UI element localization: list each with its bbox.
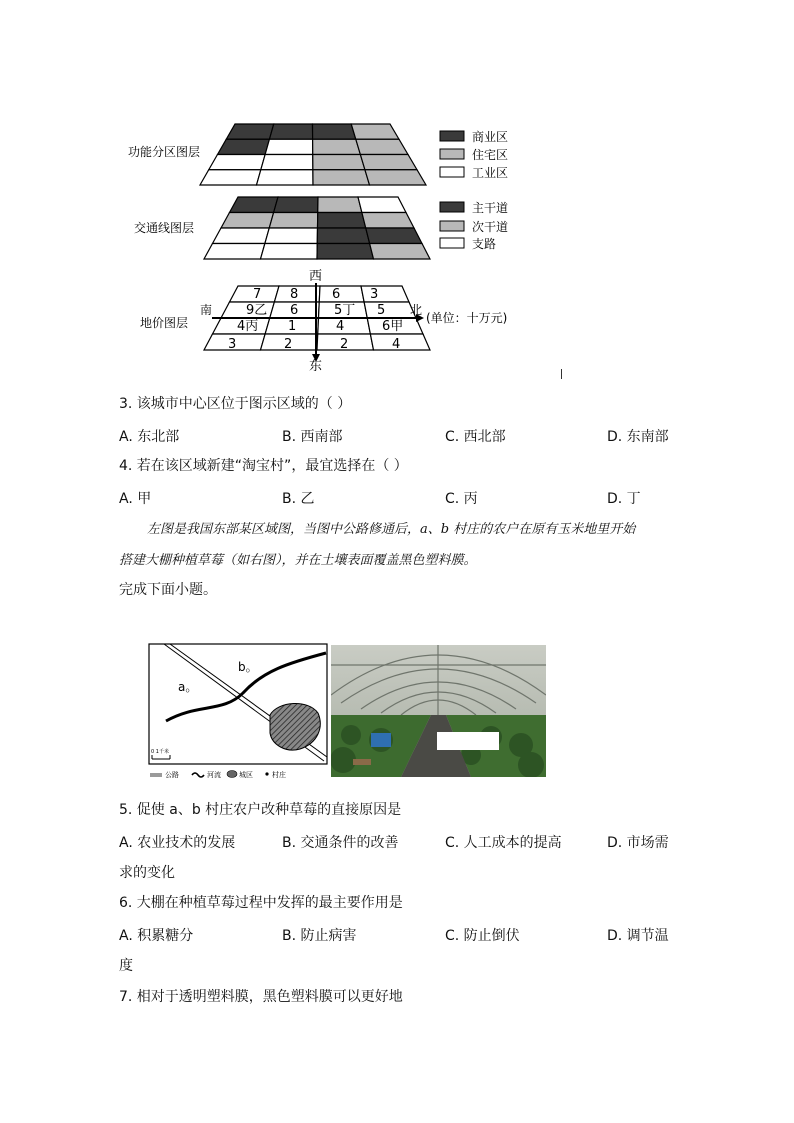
grid-cell — [257, 170, 314, 185]
layers-svg — [120, 118, 540, 380]
price-unit: (单位：十万元) — [426, 311, 508, 325]
grid-cell — [209, 155, 265, 170]
q3-option-c[interactable]: C. 西北部 — [445, 429, 506, 445]
dir-north: 北 — [410, 303, 423, 317]
grid-cell — [318, 197, 362, 213]
q4-option-d[interactable]: D. 丁 — [607, 491, 641, 507]
legend-main-road: 主干道 — [472, 201, 509, 215]
legend-commercial: 商业区 — [472, 130, 509, 144]
grid-cell — [362, 213, 414, 229]
legend-swatch-residential — [440, 149, 464, 159]
price-cell: 6 — [332, 287, 341, 302]
legend-residential: 住宅区 — [472, 148, 509, 162]
river-legend-icon — [192, 773, 204, 777]
passage-line-2: 搭建大棚种植草莓（如右图），并在土壤表面覆盖黑色塑料膜。 — [119, 553, 477, 568]
layer-label-price: 地价图层 — [140, 316, 189, 330]
scale-label: 0 1千米 — [151, 749, 169, 755]
grid-cell — [204, 244, 265, 260]
traffic-grid — [204, 197, 430, 259]
q6-option-c[interactable]: C. 防止倒伏 — [445, 928, 520, 944]
grid-cell — [317, 244, 374, 260]
greenhouse-photo — [331, 645, 546, 777]
stray-mark — [561, 369, 562, 379]
grid-cell — [269, 213, 318, 229]
village-b-label: b。 — [238, 660, 258, 674]
region-map — [148, 643, 328, 780]
q6-option-a[interactable]: A. 积累糖分 — [119, 928, 194, 944]
village-a-label: a。 — [178, 680, 198, 694]
dir-east: 东 — [309, 359, 323, 374]
grid-cell — [313, 155, 365, 170]
legend-swatch-commercial — [440, 131, 464, 141]
grid-cell — [261, 155, 313, 170]
grid-cell — [318, 213, 366, 229]
legend-swatch-main-road — [440, 202, 464, 212]
price-cell: 6甲 — [382, 319, 404, 334]
grid-cell — [313, 124, 356, 139]
q4-option-a[interactable]: A. 甲 — [119, 491, 152, 507]
grid-cell — [230, 197, 279, 213]
grid-cell — [269, 124, 312, 139]
q5-option-b[interactable]: B. 交通条件的改善 — [282, 835, 399, 851]
grid-cell — [261, 244, 318, 260]
grid-cell — [351, 124, 399, 139]
grid-cell — [200, 170, 261, 185]
grid-cell — [360, 155, 417, 170]
q4-option-c[interactable]: C. 丙 — [445, 491, 478, 507]
legend-swatch-secondary-road — [440, 221, 464, 231]
price-cell: 6 — [290, 303, 299, 318]
grid-cell — [358, 197, 406, 213]
legend-secondary-road: 次干道 — [472, 220, 509, 234]
q5-stem: 5. 促使 a、b 村庄农户改种草莓的直接原因是 — [119, 802, 402, 818]
map-legend-river: 河流 — [207, 771, 221, 779]
q3-option-a[interactable]: A. 东北部 — [119, 429, 180, 445]
grid-cell — [361, 286, 409, 302]
price-cell: 2 — [340, 337, 349, 352]
price-cell: 1 — [288, 319, 297, 334]
q3-option-d[interactable]: D. 东南部 — [607, 429, 669, 445]
legend-functional — [440, 129, 508, 180]
legend-swatch-industrial — [440, 167, 464, 177]
instruction: 完成下面小题。 — [119, 582, 217, 598]
price-cell: 3 — [228, 337, 237, 352]
q5-option-d-cont: 求的变化 — [119, 865, 175, 881]
q6-option-d-cont: 度 — [119, 958, 133, 974]
grid-cell — [319, 286, 364, 302]
grid-cell — [221, 213, 274, 229]
grid-cell — [265, 139, 313, 154]
grid-cell — [213, 228, 270, 244]
q5-option-a[interactable]: A. 农业技术的发展 — [119, 835, 236, 851]
functional-zone-grid — [200, 124, 426, 185]
greenhouse-photo-svg — [331, 645, 546, 777]
price-cell: 4 — [392, 337, 401, 352]
city-legend-icon — [227, 771, 237, 778]
price-cell: 9乙 — [246, 303, 268, 318]
price-cell: 3 — [370, 287, 379, 302]
grid-cell — [365, 170, 426, 185]
legend-swatch-branch-road — [440, 238, 464, 248]
q6-option-b[interactable]: B. 防止病害 — [282, 928, 357, 944]
q6-option-d[interactable]: D. 调节温 — [607, 928, 669, 944]
price-cell: 8 — [290, 287, 299, 302]
q7-stem: 7. 相对于透明塑料膜，黑色塑料膜可以更好地 — [119, 989, 403, 1005]
price-cell: 4 — [336, 319, 345, 334]
grid-cell — [364, 302, 416, 318]
grid-cell — [313, 139, 361, 154]
layer-label-function: 功能分区图层 — [128, 145, 201, 159]
grid-cell — [226, 124, 274, 139]
grid-cell — [218, 139, 270, 154]
price-cell: 7 — [253, 287, 262, 302]
figure-urban-layers — [120, 118, 540, 380]
legend-branch-road: 支路 — [472, 237, 497, 251]
legend-industrial: 工业区 — [472, 166, 509, 180]
photo-label-box — [437, 732, 499, 750]
q5-option-d[interactable]: D. 市场需 — [607, 835, 669, 851]
grid-cell — [356, 139, 408, 154]
price-cell: 2 — [284, 337, 293, 352]
grid-cell — [265, 228, 318, 244]
layer-label-traffic: 交通线图层 — [134, 221, 195, 235]
village-legend-icon — [265, 772, 268, 775]
grid-cell — [317, 228, 369, 244]
q4-option-b[interactable]: B. 乙 — [282, 491, 315, 507]
dir-south: 南 — [200, 303, 213, 317]
dir-west: 西 — [309, 269, 323, 284]
price-cell: 4丙 — [237, 319, 259, 334]
q5-option-c[interactable]: C. 人工成本的提高 — [445, 835, 562, 851]
price-cell: 5丁 — [334, 303, 356, 318]
grid-cell — [313, 170, 370, 185]
legend-traffic — [440, 201, 508, 251]
grid-cell — [370, 244, 430, 260]
map-legend-city: 城区 — [239, 771, 253, 779]
region-map-svg — [148, 643, 328, 780]
price-cell: 5 — [377, 303, 386, 318]
map-legend-road: 公路 — [165, 771, 179, 779]
q6-stem: 6. 大棚在种植草莓过程中发挥的最主要作用是 — [119, 895, 403, 911]
map-legend-village: 村庄 — [272, 771, 286, 779]
passage-line-1: 左图是我国东部某区域图，当图中公路修通后，a、b 村庄的农户在原有玉米地里开始 — [147, 522, 636, 537]
q3-stem: 3. 该城市中心区位于图示区域的（ ） — [119, 396, 352, 412]
q3-option-b[interactable]: B. 西南部 — [282, 429, 343, 445]
grid-cell — [274, 197, 318, 213]
q4-stem: 4. 若在该区域新建“淘宝村”，最宜选择在（ ） — [119, 458, 408, 474]
grid-cell — [366, 228, 422, 244]
